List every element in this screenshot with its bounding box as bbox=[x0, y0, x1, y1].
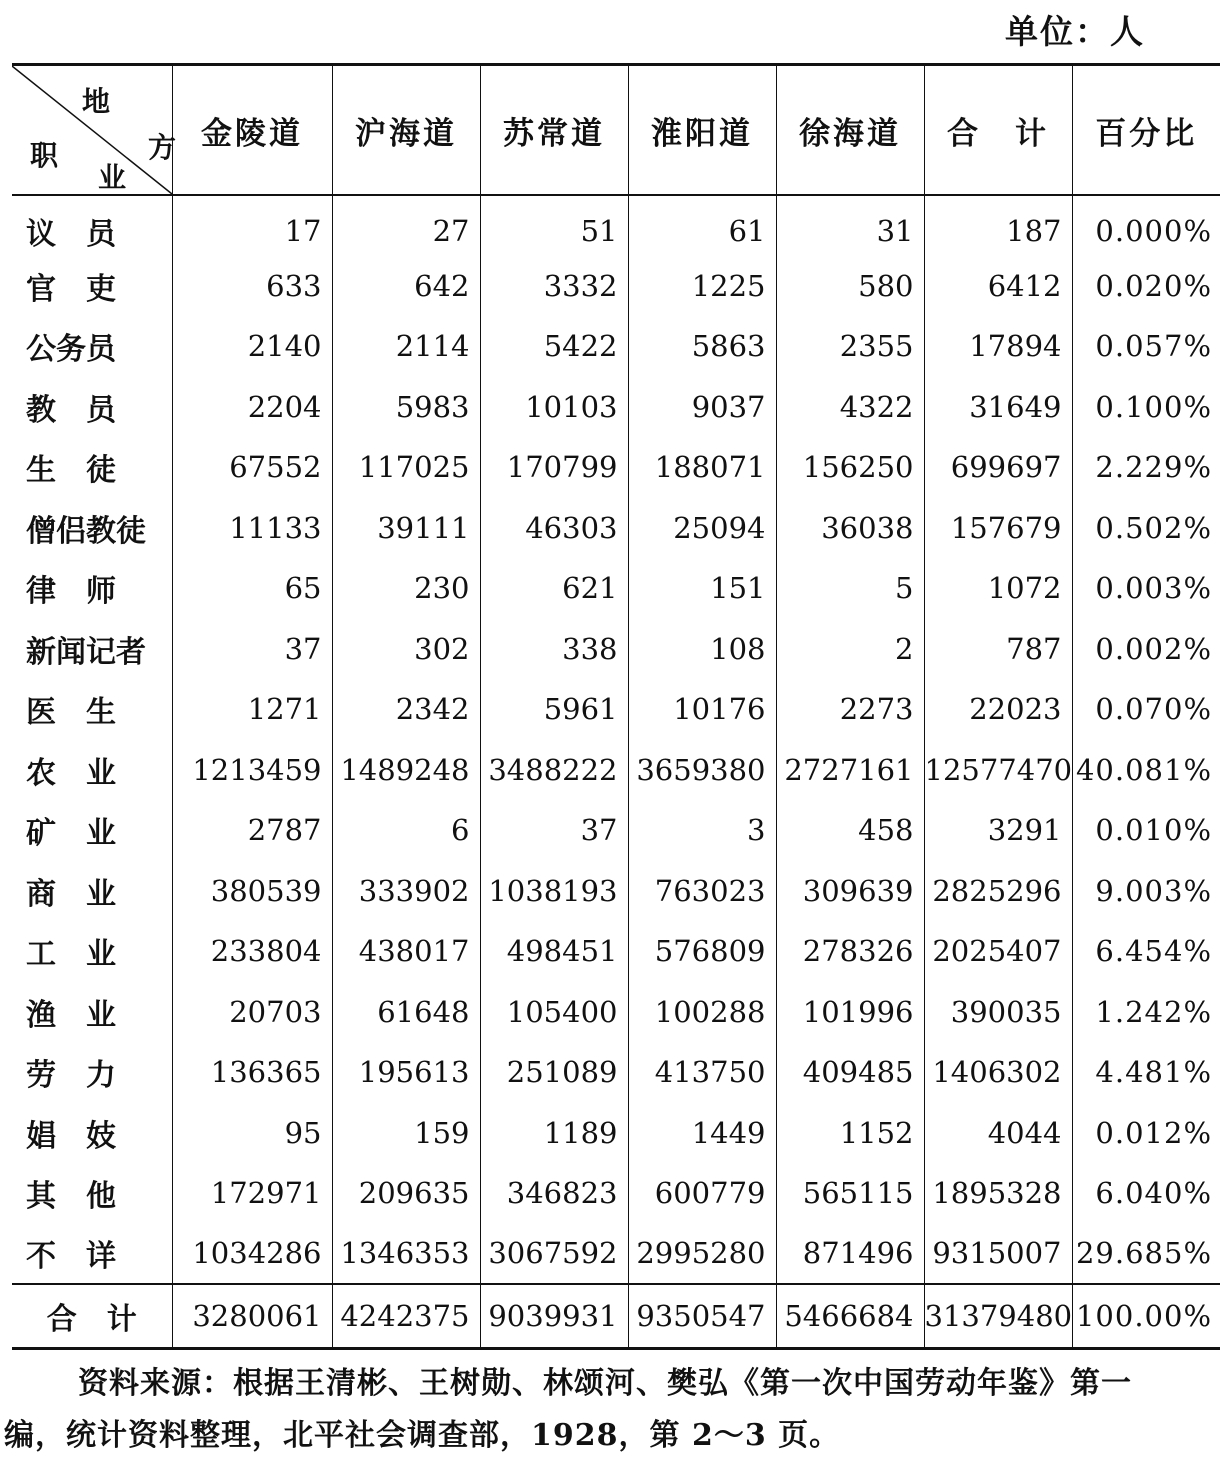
value-cell: 3488222 bbox=[480, 740, 628, 801]
value-cell: 1346353 bbox=[332, 1224, 480, 1285]
value-cell: 871496 bbox=[776, 1224, 924, 1285]
corner-text-di: 地 bbox=[82, 85, 111, 118]
table-row bbox=[12, 437, 1220, 498]
value-cell: 230 bbox=[332, 558, 480, 619]
value-cell: 108 bbox=[628, 619, 776, 680]
value-cell: 151 bbox=[628, 558, 776, 619]
row-label: 工 业 bbox=[26, 937, 116, 973]
row-label: 僧侣教徒 bbox=[26, 513, 146, 549]
value-cell: 25094 bbox=[628, 498, 776, 559]
table-row bbox=[12, 1224, 1220, 1285]
corner-text-ye: 业 bbox=[98, 161, 127, 194]
value-cell: 409485 bbox=[776, 1042, 924, 1103]
value-cell: 170799 bbox=[480, 437, 628, 498]
value-cell: 27 bbox=[332, 195, 480, 256]
row-label: 生 徒 bbox=[26, 453, 116, 489]
source-line-1: 资料来源：根据王清彬、王树勋、林颂河、樊弘《第一次中国劳动年鉴》第一 bbox=[78, 1366, 1132, 1401]
table-row bbox=[12, 256, 1220, 317]
value-cell: 3332 bbox=[480, 256, 628, 317]
percent-cell: 0.100% bbox=[1072, 377, 1220, 438]
table-row bbox=[12, 619, 1220, 680]
column-header: 合 计 bbox=[924, 65, 1072, 196]
value-cell: 5 bbox=[776, 558, 924, 619]
row-label: 新闻记者 bbox=[26, 634, 146, 670]
table-row bbox=[12, 1163, 1220, 1224]
value-cell: 61648 bbox=[332, 982, 480, 1043]
value-cell: 4242375 bbox=[332, 1284, 480, 1349]
value-cell: 1189 bbox=[480, 1103, 628, 1164]
table-row bbox=[12, 1042, 1220, 1103]
table-row bbox=[12, 740, 1220, 801]
value-cell: 233804 bbox=[172, 921, 332, 982]
table-row bbox=[12, 982, 1220, 1043]
percent-cell: 6.454% bbox=[1072, 921, 1220, 982]
value-cell: 67552 bbox=[172, 437, 332, 498]
value-cell: 31379480 bbox=[924, 1284, 1072, 1349]
value-cell: 4322 bbox=[776, 377, 924, 438]
table-row bbox=[12, 679, 1220, 740]
value-cell: 17 bbox=[172, 195, 332, 256]
percent-cell: 9.003% bbox=[1072, 861, 1220, 922]
value-cell: 346823 bbox=[480, 1163, 628, 1224]
value-cell: 37 bbox=[172, 619, 332, 680]
value-cell: 9039931 bbox=[480, 1284, 628, 1349]
value-cell: 10103 bbox=[480, 377, 628, 438]
table-row bbox=[12, 921, 1220, 982]
value-cell: 1489248 bbox=[332, 740, 480, 801]
value-cell: 101996 bbox=[776, 982, 924, 1043]
corner-header bbox=[12, 65, 177, 196]
value-cell: 3659380 bbox=[628, 740, 776, 801]
value-cell: 195613 bbox=[332, 1042, 480, 1103]
percent-cell: 0.020% bbox=[1072, 256, 1220, 317]
value-cell: 37 bbox=[480, 800, 628, 861]
row-label: 矿 业 bbox=[26, 816, 116, 852]
value-cell: 117025 bbox=[332, 437, 480, 498]
percent-cell: 0.502% bbox=[1072, 498, 1220, 559]
value-cell: 6412 bbox=[924, 256, 1072, 317]
value-cell: 156250 bbox=[776, 437, 924, 498]
value-cell: 333902 bbox=[332, 861, 480, 922]
value-cell: 642 bbox=[332, 256, 480, 317]
value-cell: 2825296 bbox=[924, 861, 1072, 922]
value-cell: 6 bbox=[332, 800, 480, 861]
value-cell: 1213459 bbox=[172, 740, 332, 801]
value-cell: 5863 bbox=[628, 316, 776, 377]
value-cell: 3291 bbox=[924, 800, 1072, 861]
unit-label: 单位：人 bbox=[1005, 12, 1145, 51]
value-cell: 10176 bbox=[628, 679, 776, 740]
value-cell: 278326 bbox=[776, 921, 924, 982]
row-label: 教 员 bbox=[26, 392, 116, 428]
column-header: 徐海道 bbox=[776, 65, 924, 196]
value-cell: 22023 bbox=[924, 679, 1072, 740]
value-cell: 3 bbox=[628, 800, 776, 861]
value-cell: 209635 bbox=[332, 1163, 480, 1224]
percent-cell: 29.685% bbox=[1072, 1224, 1220, 1285]
column-header: 苏常道 bbox=[480, 65, 628, 196]
value-cell: 157679 bbox=[924, 498, 1072, 559]
corner-text-fang: 方 bbox=[148, 131, 177, 164]
value-cell: 787 bbox=[924, 619, 1072, 680]
value-cell: 187 bbox=[924, 195, 1072, 256]
value-cell: 17894 bbox=[924, 316, 1072, 377]
value-cell: 338 bbox=[480, 619, 628, 680]
value-cell: 11133 bbox=[172, 498, 332, 559]
value-cell: 2342 bbox=[332, 679, 480, 740]
value-cell: 172971 bbox=[172, 1163, 332, 1224]
table-row bbox=[12, 316, 1220, 377]
table-row bbox=[12, 195, 1220, 256]
value-cell: 39111 bbox=[332, 498, 480, 559]
value-cell: 1072 bbox=[924, 558, 1072, 619]
value-cell: 1449 bbox=[628, 1103, 776, 1164]
value-cell: 9037 bbox=[628, 377, 776, 438]
row-label: 官 吏 bbox=[26, 271, 116, 307]
value-cell: 1152 bbox=[776, 1103, 924, 1164]
value-cell: 699697 bbox=[924, 437, 1072, 498]
table-body bbox=[12, 195, 1220, 1349]
value-cell: 1271 bbox=[172, 679, 332, 740]
percent-cell: 1.242% bbox=[1072, 982, 1220, 1043]
value-cell: 1406302 bbox=[924, 1042, 1072, 1103]
value-cell: 600779 bbox=[628, 1163, 776, 1224]
row-label: 议 员 bbox=[26, 216, 116, 252]
value-cell: 1225 bbox=[628, 256, 776, 317]
value-cell: 580 bbox=[776, 256, 924, 317]
value-cell: 2995280 bbox=[628, 1224, 776, 1285]
table-row bbox=[12, 498, 1220, 559]
value-cell: 251089 bbox=[480, 1042, 628, 1103]
column-header: 淮阳道 bbox=[628, 65, 776, 196]
value-cell: 565115 bbox=[776, 1163, 924, 1224]
table-row bbox=[12, 558, 1220, 619]
value-cell: 380539 bbox=[172, 861, 332, 922]
table-row bbox=[12, 377, 1220, 438]
value-cell: 498451 bbox=[480, 921, 628, 982]
value-cell: 763023 bbox=[628, 861, 776, 922]
value-cell: 458 bbox=[776, 800, 924, 861]
value-cell: 2025407 bbox=[924, 921, 1072, 982]
percent-cell: 40.081% bbox=[1072, 740, 1220, 801]
value-cell: 31 bbox=[776, 195, 924, 256]
row-label: 合 计 bbox=[12, 1284, 172, 1349]
row-label: 不 详 bbox=[26, 1239, 116, 1275]
value-cell: 621 bbox=[480, 558, 628, 619]
value-cell: 413750 bbox=[628, 1042, 776, 1103]
table-row bbox=[12, 861, 1220, 922]
value-cell: 302 bbox=[332, 619, 480, 680]
value-cell: 20703 bbox=[172, 982, 332, 1043]
percent-cell: 100.00% bbox=[1072, 1284, 1220, 1349]
value-cell: 1034286 bbox=[172, 1224, 332, 1285]
row-label: 渔 业 bbox=[26, 997, 116, 1033]
value-cell: 36038 bbox=[776, 498, 924, 559]
row-label: 律 师 bbox=[26, 574, 116, 610]
table-row bbox=[12, 1103, 1220, 1164]
percent-cell: 6.040% bbox=[1072, 1163, 1220, 1224]
value-cell: 2204 bbox=[172, 377, 332, 438]
row-label: 农 业 bbox=[26, 755, 116, 791]
value-cell: 633 bbox=[172, 256, 332, 317]
occupation-table bbox=[12, 63, 1220, 1350]
value-cell: 2273 bbox=[776, 679, 924, 740]
percent-cell: 0.070% bbox=[1072, 679, 1220, 740]
value-cell: 9350547 bbox=[628, 1284, 776, 1349]
percent-cell: 0.057% bbox=[1072, 316, 1220, 377]
value-cell: 5466684 bbox=[776, 1284, 924, 1349]
value-cell: 5961 bbox=[480, 679, 628, 740]
percent-cell: 0.012% bbox=[1072, 1103, 1220, 1164]
header-row bbox=[12, 65, 1220, 196]
value-cell: 5983 bbox=[332, 377, 480, 438]
value-cell: 31649 bbox=[924, 377, 1072, 438]
value-cell: 438017 bbox=[332, 921, 480, 982]
value-cell: 12577470 bbox=[924, 740, 1072, 801]
source-note bbox=[0, 1358, 1225, 1462]
value-cell: 9315007 bbox=[924, 1224, 1072, 1285]
value-cell: 2727161 bbox=[776, 740, 924, 801]
value-cell: 2 bbox=[776, 619, 924, 680]
percent-cell: 4.481% bbox=[1072, 1042, 1220, 1103]
value-cell: 576809 bbox=[628, 921, 776, 982]
row-label: 劳 力 bbox=[26, 1058, 116, 1094]
column-header: 沪海道 bbox=[332, 65, 480, 196]
percent-cell: 2.229% bbox=[1072, 437, 1220, 498]
total-row bbox=[12, 1284, 1220, 1349]
value-cell: 136365 bbox=[172, 1042, 332, 1103]
value-cell: 100288 bbox=[628, 982, 776, 1043]
percent-cell: 0.000% bbox=[1072, 195, 1220, 256]
value-cell: 5422 bbox=[480, 316, 628, 377]
value-cell: 61 bbox=[628, 195, 776, 256]
value-cell: 309639 bbox=[776, 861, 924, 922]
value-cell: 3280061 bbox=[172, 1284, 332, 1349]
value-cell: 188071 bbox=[628, 437, 776, 498]
value-cell: 95 bbox=[172, 1103, 332, 1164]
table-row bbox=[12, 800, 1220, 861]
percent-cell: 0.003% bbox=[1072, 558, 1220, 619]
percent-cell: 0.002% bbox=[1072, 619, 1220, 680]
column-header: 金陵道 bbox=[172, 65, 332, 196]
value-cell: 3067592 bbox=[480, 1224, 628, 1285]
percent-cell: 0.010% bbox=[1072, 800, 1220, 861]
value-cell: 51 bbox=[480, 195, 628, 256]
value-cell: 2140 bbox=[172, 316, 332, 377]
value-cell: 4044 bbox=[924, 1103, 1072, 1164]
column-header: 百分比 bbox=[1072, 65, 1220, 196]
value-cell: 2114 bbox=[332, 316, 480, 377]
source-line-2: 编，统计资料整理，北平社会调查部，1928，第 2～3 页。 bbox=[4, 1418, 841, 1453]
corner-text-zhi: 职 bbox=[30, 139, 59, 172]
row-label: 医 生 bbox=[26, 695, 116, 731]
row-label: 公务员 bbox=[26, 332, 116, 368]
row-label: 商 业 bbox=[26, 876, 116, 912]
value-cell: 46303 bbox=[480, 498, 628, 559]
value-cell: 65 bbox=[172, 558, 332, 619]
value-cell: 105400 bbox=[480, 982, 628, 1043]
value-cell: 2787 bbox=[172, 800, 332, 861]
value-cell: 159 bbox=[332, 1103, 480, 1164]
value-cell: 2355 bbox=[776, 316, 924, 377]
value-cell: 1895328 bbox=[924, 1163, 1072, 1224]
row-label: 其 他 bbox=[26, 1179, 116, 1215]
row-label: 娼 妓 bbox=[26, 1118, 116, 1154]
value-cell: 390035 bbox=[924, 982, 1072, 1043]
value-cell: 1038193 bbox=[480, 861, 628, 922]
